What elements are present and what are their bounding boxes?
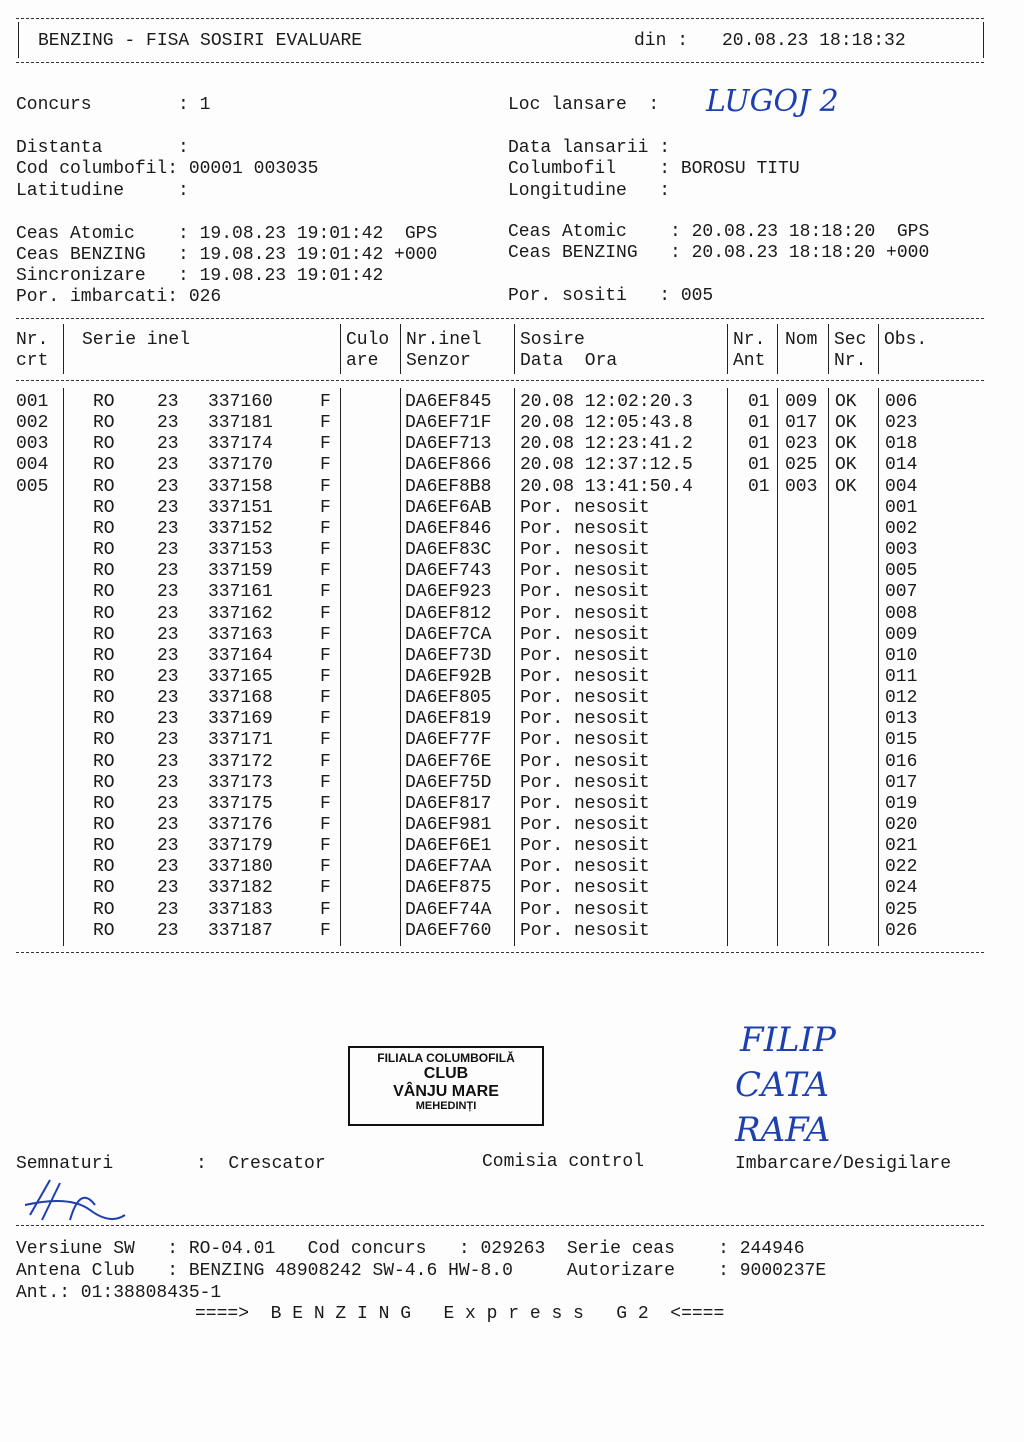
table-top-divider <box>16 318 984 319</box>
page-title: BENZING - FISA SOSIRI EVALUARE <box>38 31 363 51</box>
cell-nr-ant: 01 <box>748 392 770 412</box>
cell-ring-number: 337172 <box>208 751 273 772</box>
cell-ring-number: 337187 <box>208 920 273 941</box>
ceas-atomic-start: Ceas Atomic : 19.08.23 19:01:42 GPS <box>16 224 438 244</box>
cell-obs: 003 <box>885 540 918 561</box>
cell-country: RO <box>93 561 115 582</box>
cell-ring-number: 337170 <box>208 455 273 476</box>
cell-obs: 017 <box>885 772 918 793</box>
cell-year: 23 <box>157 392 179 412</box>
cell-year: 23 <box>157 836 179 857</box>
cell-ring-number: 337173 <box>208 772 273 793</box>
cell-country: RO <box>93 751 115 772</box>
column-divider-header <box>727 324 728 374</box>
cell-sensor-ring: DA6EF812 <box>405 603 492 624</box>
cell-country: RO <box>93 413 115 434</box>
cell-ring-number: 337175 <box>208 793 273 814</box>
cell-sex: F <box>320 392 331 412</box>
cell-ring-number: 337169 <box>208 709 273 730</box>
cell-sec-nr: OK <box>835 476 857 497</box>
header-border-left <box>18 22 19 58</box>
header-nom-1: Nom <box>785 330 818 350</box>
cell-sec-nr: OK <box>835 434 857 455</box>
cell-country: RO <box>93 836 115 857</box>
cell-year: 23 <box>157 518 179 539</box>
cell-arrival: Por. nesosit <box>520 688 650 709</box>
cell-sex: F <box>320 518 331 539</box>
cell-year: 23 <box>157 561 179 582</box>
cell-arrival: 20.08 12:23:41.2 <box>520 434 693 455</box>
cell-sex: F <box>320 434 331 455</box>
cell-year: 23 <box>157 603 179 624</box>
cell-obs: 012 <box>885 688 918 709</box>
cell-ring-number: 337179 <box>208 836 273 857</box>
cell-arrival: 20.08 12:05:43.8 <box>520 413 693 434</box>
cell-sensor-ring: DA6EF75D <box>405 772 492 793</box>
cell-sex: F <box>320 751 331 772</box>
cell-sex: F <box>320 815 331 835</box>
cell-ring-number: 337152 <box>208 518 273 539</box>
signature-imbarcare: Imbarcare/Desigilare <box>735 1154 952 1174</box>
cell-year: 23 <box>157 709 179 730</box>
sincronizare: Sincronizare : 19.08.23 19:01:42 <box>16 266 384 286</box>
cell-year: 23 <box>157 540 179 561</box>
cell-ring-number: 337159 <box>208 561 273 582</box>
header-sec-1: Sec <box>834 330 867 350</box>
cell-sensor-ring: DA6EF6AB <box>405 497 492 518</box>
cell-sensor-ring: DA6EF846 <box>405 518 492 539</box>
cell-year: 23 <box>157 455 179 476</box>
cell-obs: 008 <box>885 603 918 624</box>
cell-sex: F <box>320 561 331 582</box>
cell-ring-number: 337165 <box>208 666 273 687</box>
cell-sensor-ring: DA6EF875 <box>405 878 492 899</box>
column-divider-header <box>828 324 829 374</box>
cell-country: RO <box>93 709 115 730</box>
cell-obs: 019 <box>885 793 918 814</box>
loc-lansare-label: Loc lansare : <box>508 95 660 115</box>
cell-obs: 005 <box>885 561 918 582</box>
cell-ring-number: 337161 <box>208 582 273 603</box>
cell-year: 23 <box>157 857 179 878</box>
cell-nr-crt: 002 <box>16 413 49 434</box>
cell-ring-number: 337176 <box>208 815 273 835</box>
cell-country: RO <box>93 730 115 751</box>
cell-year: 23 <box>157 413 179 434</box>
column-divider <box>777 388 778 946</box>
cell-obs: 006 <box>885 392 918 412</box>
cell-arrival: Por. nesosit <box>520 561 650 582</box>
header-senzor-2: Senzor <box>406 351 471 371</box>
cell-country: RO <box>93 772 115 793</box>
cell-obs: 011 <box>885 666 918 687</box>
column-divider <box>340 388 341 946</box>
cell-ring-number: 337151 <box>208 497 273 518</box>
cell-sex: F <box>320 603 331 624</box>
cell-arrival: 20.08 12:37:12.5 <box>520 455 693 476</box>
cell-arrival: Por. nesosit <box>520 772 650 793</box>
cell-year: 23 <box>157 878 179 899</box>
cell-ring-number: 337158 <box>208 476 273 497</box>
cell-country: RO <box>93 434 115 455</box>
cell-sensor-ring: DA6EF805 <box>405 688 492 709</box>
cell-sec-nr: OK <box>835 413 857 434</box>
cell-sensor-ring: DA6EF77F <box>405 730 492 751</box>
cell-country: RO <box>93 540 115 561</box>
cell-sex: F <box>320 688 331 709</box>
cell-country: RO <box>93 476 115 497</box>
cell-arrival: Por. nesosit <box>520 793 650 814</box>
header-nr-1: Nr. <box>16 330 49 350</box>
cell-sensor-ring: DA6EF845 <box>405 392 492 412</box>
cell-country: RO <box>93 793 115 814</box>
cell-obs: 009 <box>885 624 918 645</box>
header-sec-2: Nr. <box>834 351 867 371</box>
cell-country: RO <box>93 624 115 645</box>
table-bottom-divider <box>16 952 984 953</box>
column-divider <box>400 388 401 946</box>
cell-year: 23 <box>157 666 179 687</box>
cell-sensor-ring: DA6EF8B8 <box>405 476 492 497</box>
cell-sex: F <box>320 878 331 899</box>
cell-arrival: Por. nesosit <box>520 730 650 751</box>
cell-country: RO <box>93 455 115 476</box>
header-ant-1: Nr. <box>733 330 766 350</box>
cell-arrival: Por. nesosit <box>520 836 650 857</box>
cell-sensor-ring: DA6EF743 <box>405 561 492 582</box>
cell-nr-ant: 01 <box>748 434 770 455</box>
date-label: din : <box>634 31 689 51</box>
cell-sex: F <box>320 666 331 687</box>
cell-ring-number: 337160 <box>208 392 273 412</box>
header-sosire-1: Sosire <box>520 330 585 350</box>
cell-obs: 014 <box>885 455 918 476</box>
breeder-signature <box>20 1175 130 1235</box>
cell-sex: F <box>320 920 331 941</box>
cell-sensor-ring: DA6EF7CA <box>405 624 492 645</box>
table-header-divider <box>16 380 984 381</box>
cell-obs: 010 <box>885 645 918 666</box>
cell-country: RO <box>93 899 115 920</box>
cell-sensor-ring: DA6EF83C <box>405 540 492 561</box>
cell-obs: 013 <box>885 709 918 730</box>
cell-arrival: Por. nesosit <box>520 497 650 518</box>
cell-country: RO <box>93 518 115 539</box>
cell-arrival: Por. nesosit <box>520 899 650 920</box>
cell-nom: 017 <box>785 413 818 434</box>
cell-sex: F <box>320 540 331 561</box>
cell-country: RO <box>93 603 115 624</box>
data-lansarii: Data lansarii : <box>508 138 671 158</box>
cell-obs: 018 <box>885 434 918 455</box>
cell-nr-crt: 005 <box>16 476 49 497</box>
cell-obs: 001 <box>885 497 918 518</box>
cell-sensor-ring: DA6EF760 <box>405 920 492 941</box>
ceas-benzing-start: Ceas BENZING : 19.08.23 19:01:42 +000 <box>16 245 438 265</box>
longitudine: Longitudine : <box>508 181 671 201</box>
stamp-line-3: VÂNJU MARE <box>393 1082 499 1100</box>
cell-nr-ant: 01 <box>748 455 770 476</box>
cod-columbofil: Cod columbofil: 00001 003035 <box>16 159 319 179</box>
stamp-line-4: MEHEDINȚI <box>415 1100 477 1113</box>
stamp-line-2: CLUB <box>423 1065 469 1083</box>
cell-sensor-ring: DA6EF92B <box>405 666 492 687</box>
cell-nom: 023 <box>785 434 818 455</box>
cell-nr-ant: 01 <box>748 413 770 434</box>
club-stamp <box>348 1046 544 1126</box>
signature-crescator: : Crescator <box>196 1154 326 1174</box>
header-serie-1: Serie inel <box>82 330 191 350</box>
cell-arrival: Por. nesosit <box>520 582 650 603</box>
cell-year: 23 <box>157 582 179 603</box>
cell-arrival: Por. nesosit <box>520 540 650 561</box>
cell-sensor-ring: DA6EF76E <box>405 751 492 772</box>
cell-sec-nr: OK <box>835 392 857 412</box>
cell-year: 23 <box>157 751 179 772</box>
header-border-top <box>16 18 984 19</box>
cell-year: 23 <box>157 688 179 709</box>
cell-obs: 004 <box>885 476 918 497</box>
cell-country: RO <box>93 920 115 941</box>
cell-sex: F <box>320 476 331 497</box>
cell-arrival: Por. nesosit <box>520 645 650 666</box>
cell-ring-number: 337171 <box>208 730 273 751</box>
print-datetime: 20.08.23 18:18:32 <box>722 31 906 51</box>
latitudine: Latitudine : <box>16 181 189 201</box>
loc-lansare-value: LUGOJ 2 <box>706 84 839 119</box>
cell-obs: 024 <box>885 878 918 899</box>
cell-ring-number: 337174 <box>208 434 273 455</box>
handwritten-name-3: RAFA <box>735 1110 831 1150</box>
cell-arrival: Por. nesosit <box>520 878 650 899</box>
cell-sec-nr: OK <box>835 455 857 476</box>
column-divider <box>727 388 728 946</box>
cell-country: RO <box>93 666 115 687</box>
cell-country: RO <box>93 857 115 878</box>
cell-sensor-ring: DA6EF74A <box>405 899 492 920</box>
cell-obs: 007 <box>885 582 918 603</box>
cell-year: 23 <box>157 497 179 518</box>
cell-obs: 023 <box>885 413 918 434</box>
cell-arrival: Por. nesosit <box>520 920 650 941</box>
cell-country: RO <box>93 878 115 899</box>
cell-country: RO <box>93 497 115 518</box>
cell-arrival: Por. nesosit <box>520 709 650 730</box>
cell-nr-crt: 003 <box>16 434 49 455</box>
cell-sensor-ring: DA6EF6E1 <box>405 836 492 857</box>
header-sosire-2: Data Ora <box>520 351 618 371</box>
columbofil: Columbofil : BOROSU TITU <box>508 159 800 179</box>
cell-year: 23 <box>157 645 179 666</box>
cell-nr-ant: 01 <box>748 476 770 497</box>
column-divider-header <box>878 324 879 374</box>
cell-arrival: 20.08 12:02:20.3 <box>520 392 693 412</box>
column-divider <box>514 388 515 946</box>
cell-obs: 021 <box>885 836 918 857</box>
cell-sex: F <box>320 645 331 666</box>
cell-year: 23 <box>157 920 179 941</box>
column-divider <box>878 388 879 946</box>
cell-sensor-ring: DA6EF7AA <box>405 857 492 878</box>
column-divider-header <box>400 324 401 374</box>
cell-year: 23 <box>157 899 179 920</box>
distanta: Distanta : <box>16 138 189 158</box>
cell-obs: 022 <box>885 857 918 878</box>
concurs: Concurs : 1 <box>16 95 211 115</box>
stamp-line-1: FILIALA COLUMBOFILĂ <box>377 1051 515 1065</box>
cell-ring-number: 337183 <box>208 899 273 920</box>
cell-obs: 002 <box>885 518 918 539</box>
cell-ring-number: 337180 <box>208 857 273 878</box>
cell-obs: 025 <box>885 899 918 920</box>
cell-sensor-ring: DA6EF819 <box>405 709 492 730</box>
cell-sensor-ring: DA6EF981 <box>405 815 492 835</box>
ceas-benzing-end: Ceas BENZING : 20.08.23 18:18:20 +000 <box>508 243 930 263</box>
header-culoare-2: are <box>346 351 379 371</box>
cell-obs: 020 <box>885 815 918 835</box>
header-culoare-1: Culo <box>346 330 390 350</box>
porumbei-imbarcati: Por. imbarcati: 026 <box>16 287 222 307</box>
handwritten-name-1: FILIP <box>740 1020 836 1060</box>
cell-arrival: Por. nesosit <box>520 857 650 878</box>
cell-year: 23 <box>157 476 179 497</box>
cell-obs: 015 <box>885 730 918 751</box>
cell-sensor-ring: DA6EF71F <box>405 413 492 434</box>
cell-sensor-ring: DA6EF923 <box>405 582 492 603</box>
cell-sex: F <box>320 857 331 878</box>
cell-year: 23 <box>157 624 179 645</box>
cell-ring-number: 337182 <box>208 878 273 899</box>
column-divider-header <box>340 324 341 374</box>
header-border-right <box>983 22 984 58</box>
porumbei-sositi: Por. sositi : 005 <box>508 286 714 306</box>
cell-arrival: Por. nesosit <box>520 603 650 624</box>
cell-sex: F <box>320 497 331 518</box>
cell-ring-number: 337168 <box>208 688 273 709</box>
cell-sex: F <box>320 772 331 793</box>
cell-arrival: Por. nesosit <box>520 624 650 645</box>
handwritten-name-2: CATA <box>735 1065 830 1105</box>
footer-line-3: Ant.: 01:38808435-1 <box>16 1283 222 1303</box>
signature-comisia: Comisia control <box>482 1152 645 1172</box>
cell-sex: F <box>320 793 331 814</box>
cell-country: RO <box>93 582 115 603</box>
cell-sensor-ring: DA6EF866 <box>405 455 492 476</box>
cell-ring-number: 337162 <box>208 603 273 624</box>
cell-arrival: 20.08 13:41:50.4 <box>520 476 693 497</box>
cell-sex: F <box>320 899 331 920</box>
cell-nr-crt: 001 <box>16 392 49 412</box>
cell-arrival: Por. nesosit <box>520 751 650 772</box>
footer-banner: ====> B E N Z I N G E x p r e s s G 2 <==== <box>195 1304 725 1324</box>
cell-sensor-ring: DA6EF713 <box>405 434 492 455</box>
cell-sex: F <box>320 836 331 857</box>
footer-divider <box>16 1225 984 1226</box>
cell-year: 23 <box>157 434 179 455</box>
cell-country: RO <box>93 392 115 412</box>
column-divider-header <box>777 324 778 374</box>
column-divider <box>828 388 829 946</box>
footer-line-1: Versiune SW : RO-04.01 Cod concurs : 029263 Serie ceas : 244946 <box>16 1239 805 1259</box>
cell-sex: F <box>320 455 331 476</box>
cell-arrival: Por. nesosit <box>520 666 650 687</box>
footer-line-2: Antena Club : BENZING 48908242 SW-4.6 HW-8.0 Autorizare : 9000237E <box>16 1261 827 1281</box>
cell-sensor-ring: DA6EF73D <box>405 645 492 666</box>
cell-sex: F <box>320 582 331 603</box>
cell-ring-number: 337163 <box>208 624 273 645</box>
header-border-bottom <box>16 62 984 63</box>
cell-year: 23 <box>157 772 179 793</box>
cell-nom: 025 <box>785 455 818 476</box>
cell-nom: 003 <box>785 476 818 497</box>
header-ant-2: Ant <box>733 351 766 371</box>
header-nr-2: crt <box>16 351 49 371</box>
cell-ring-number: 337181 <box>208 413 273 434</box>
cell-year: 23 <box>157 793 179 814</box>
signatures-label: Semnaturi <box>16 1154 114 1174</box>
column-divider-header <box>63 324 64 374</box>
column-divider-header <box>514 324 515 374</box>
cell-year: 23 <box>157 730 179 751</box>
cell-country: RO <box>93 815 115 835</box>
cell-nr-crt: 004 <box>16 455 49 476</box>
ceas-atomic-end: Ceas Atomic : 20.08.23 18:18:20 GPS <box>508 222 930 242</box>
cell-sex: F <box>320 709 331 730</box>
column-divider <box>63 388 64 946</box>
cell-obs: 026 <box>885 920 918 941</box>
cell-arrival: Por. nesosit <box>520 815 650 835</box>
cell-arrival: Por. nesosit <box>520 518 650 539</box>
cell-sex: F <box>320 413 331 434</box>
cell-ring-number: 337164 <box>208 645 273 666</box>
cell-nom: 009 <box>785 392 818 412</box>
header-obs-1: Obs. <box>884 330 928 350</box>
cell-sensor-ring: DA6EF817 <box>405 793 492 814</box>
cell-obs: 016 <box>885 751 918 772</box>
cell-year: 23 <box>157 815 179 835</box>
header-senzor-1: Nr.inel <box>406 330 482 350</box>
cell-sex: F <box>320 730 331 751</box>
cell-country: RO <box>93 688 115 709</box>
cell-ring-number: 337153 <box>208 540 273 561</box>
cell-country: RO <box>93 645 115 666</box>
cell-sex: F <box>320 624 331 645</box>
